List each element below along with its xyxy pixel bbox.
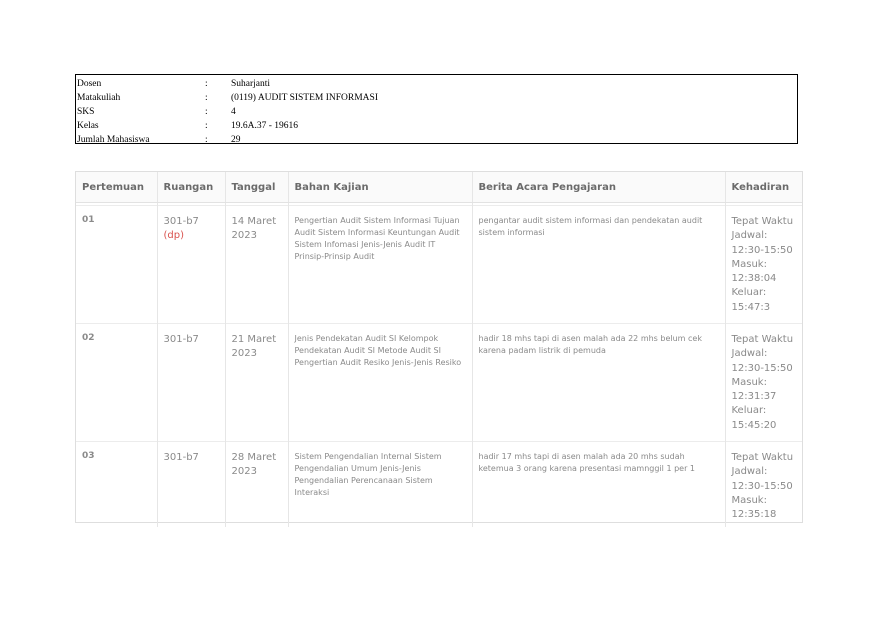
cell-tanggal: 14 Maret 2023 bbox=[225, 206, 288, 324]
cell-pertemuan: 02 bbox=[76, 324, 157, 442]
info-value: Suharjanti bbox=[231, 79, 271, 89]
attendance-status: Tepat Waktu bbox=[731, 452, 794, 463]
attendance-keluar: Keluar: 15:47:3 bbox=[731, 287, 771, 313]
attendance-jadwal: Jadwal: 12:30-15:50 bbox=[731, 466, 793, 492]
info-row-matakuliah bbox=[76, 91, 797, 105]
table-header-row bbox=[76, 172, 802, 203]
info-row-dosen bbox=[76, 77, 797, 91]
info-value: 29 bbox=[231, 135, 241, 145]
table-row bbox=[76, 442, 802, 528]
attendance-jadwal: Jadwal: 12:30-15:50 bbox=[731, 230, 793, 256]
table-row bbox=[76, 324, 802, 442]
cell-tanggal: 28 Maret 2023 bbox=[225, 442, 288, 528]
info-label: Matakuliah bbox=[77, 93, 121, 103]
info-colon: : bbox=[205, 135, 208, 145]
cell-bahan-kajian: Sistem Pengendalian Internal Sistem Pengendalian Umum Jenis-Jenis Pengendalian Perencanaan Sistem Interaksi bbox=[288, 442, 472, 528]
cell-berita-acara: pengantar audit sistem informasi dan pendekatan audit sistem informasi bbox=[472, 206, 725, 324]
cell-kehadiran bbox=[725, 442, 802, 528]
header-berita-acara: Berita Acara Pengajaran bbox=[472, 172, 725, 203]
header-pertemuan: Pertemuan bbox=[76, 172, 157, 203]
header-bahan-kajian: Bahan Kajian bbox=[288, 172, 472, 203]
cell-ruangan bbox=[157, 206, 225, 324]
attendance-table bbox=[76, 172, 802, 527]
info-row-sks bbox=[76, 105, 797, 119]
room-tag: (dp) bbox=[163, 230, 184, 241]
info-label: Jumlah Mahasiswa bbox=[77, 135, 150, 145]
cell-berita-acara: hadir 17 mhs tapi di asen malah ada 20 mhs sudah ketemua 3 orang karena presentasi mamnggil 1 per 1 bbox=[472, 442, 725, 528]
info-label: SKS bbox=[77, 107, 95, 117]
cell-berita-acara: hadir 18 mhs tapi di asen malah ada 22 mhs belum cek karena padam listrik di pemuda bbox=[472, 324, 725, 442]
attendance-masuk: Masuk: 12:38:04 bbox=[731, 258, 777, 285]
attendance-masuk: Masuk: 12:35:18 bbox=[731, 494, 777, 521]
header-kehadiran: Kehadiran bbox=[725, 172, 802, 203]
table-row bbox=[76, 206, 802, 324]
info-colon: : bbox=[205, 107, 208, 117]
room-label: 301-b7 bbox=[163, 334, 199, 345]
room-label: 301-b7 bbox=[163, 216, 199, 227]
cell-bahan-kajian: Pengertian Audit Sistem Informasi Tujuan Audit Sistem Informasi Keuntungan Audit Sistem Infomasi Jenis-Jenis Audit IT Prinsip-Prinsip Audit bbox=[288, 206, 472, 324]
info-colon: : bbox=[205, 79, 208, 89]
attendance-table-container bbox=[75, 171, 803, 523]
attendance-keluar: Keluar: 15:45:20 bbox=[731, 405, 777, 431]
info-value: 4 bbox=[231, 107, 236, 117]
cell-tanggal: 21 Maret 2023 bbox=[225, 324, 288, 442]
cell-pertemuan: 01 bbox=[76, 206, 157, 324]
info-row-kelas bbox=[76, 119, 797, 133]
info-value: 19.6A.37 - 19616 bbox=[231, 121, 299, 131]
cell-kehadiran bbox=[725, 324, 802, 442]
header-tanggal: Tanggal bbox=[225, 172, 288, 203]
course-info-box bbox=[75, 74, 798, 144]
cell-ruangan bbox=[157, 324, 225, 442]
attendance-status: Tepat Waktu bbox=[731, 334, 794, 345]
info-colon: : bbox=[205, 121, 208, 131]
attendance-jadwal: Jadwal: 12:30-15:50 bbox=[731, 348, 793, 374]
cell-ruangan bbox=[157, 442, 225, 528]
info-colon: : bbox=[205, 93, 208, 103]
attendance-masuk: Masuk: 12:31:37 bbox=[731, 376, 777, 403]
cell-pertemuan: 03 bbox=[76, 442, 157, 528]
info-row-jumlah-mahasiswa bbox=[76, 133, 797, 147]
cell-bahan-kajian: Jenis Pendekatan Audit SI Kelompok Pendekatan Audit SI Metode Audit SI Pengertian Audit Resiko Jenis-Jenis Resiko bbox=[288, 324, 472, 442]
attendance-status: Tepat Waktu bbox=[731, 216, 794, 227]
info-label: Kelas bbox=[77, 121, 99, 131]
header-ruangan: Ruangan bbox=[157, 172, 225, 203]
cell-kehadiran bbox=[725, 206, 802, 324]
info-label: Dosen bbox=[77, 79, 102, 89]
info-value: (0119) AUDIT SISTEM INFORMASI bbox=[231, 93, 378, 103]
room-label: 301-b7 bbox=[163, 452, 199, 463]
